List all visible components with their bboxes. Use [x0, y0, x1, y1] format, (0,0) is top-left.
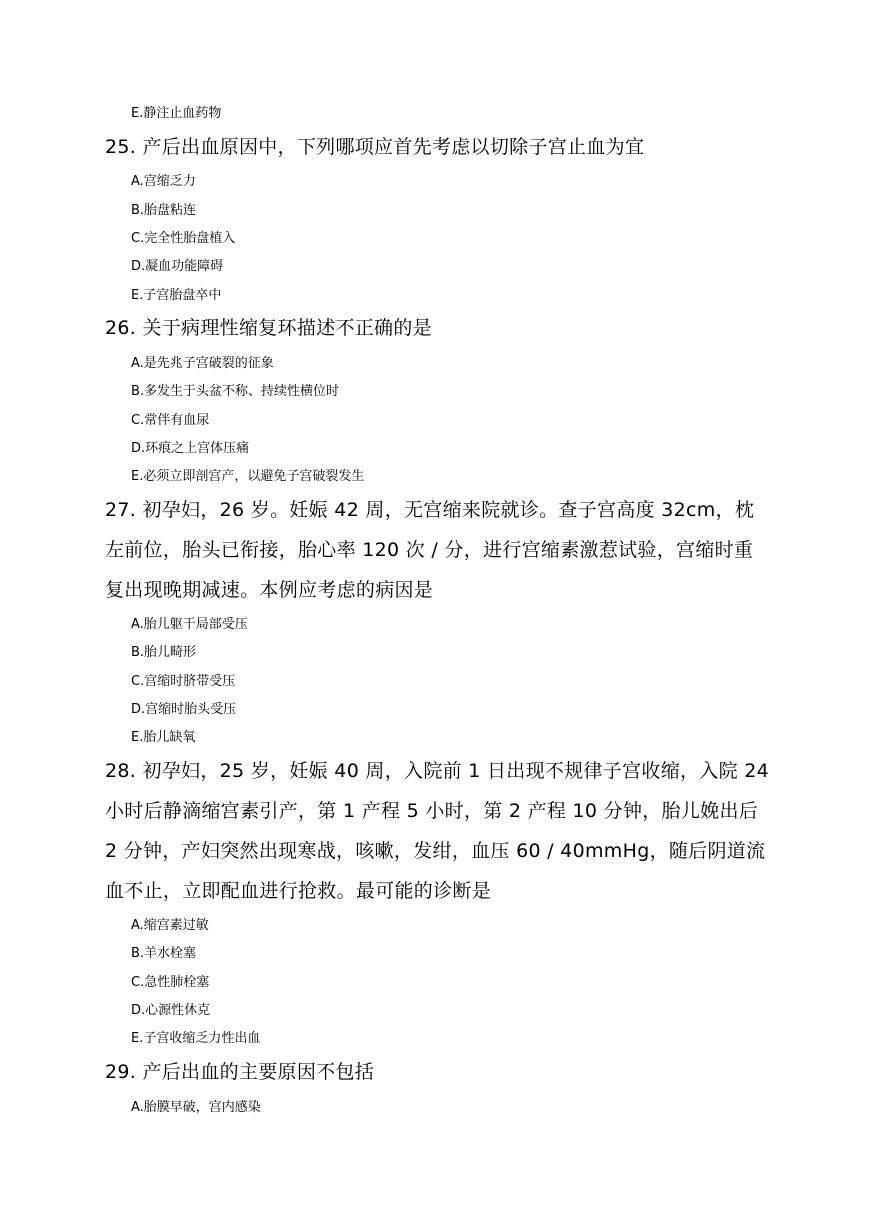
q25-option-d: D.凝血功能障碍 [131, 259, 224, 274]
q25-option-e: E.子宫胎盘卒中 [131, 288, 222, 303]
q25-option-a: A.宫缩乏力 [131, 174, 196, 189]
q28-option-a: A.缩宫素过敏 [131, 918, 209, 933]
q27-option-c: C.宫缩时脐带受压 [131, 674, 236, 689]
q27-stem: 27. 初孕妇，26 岁。妊娠 42 周，无宫缩来院就诊。查子宫高度 32cm，枕左前位，胎头已衔接，胎心率 120 次 / 分，进行宫缩素激惹试验，宫缩时重复出现晚期减速。本例应考虑的病因是 [105, 499, 755, 601]
q27-option-a: A.胎儿躯干局部受压 [131, 617, 248, 632]
q26-option-d: D.环痕之上宫体压痛 [131, 441, 250, 456]
q26-stem: 26. 关于病理性缩复环描述不正确的是 [105, 317, 432, 339]
q28-option-e: E.子宫收缩乏力性出血 [131, 1031, 261, 1046]
q26-option-a: A.是先兆子宫破裂的征象 [131, 356, 274, 371]
q25-option-c: C.完全性胎盘植入 [131, 231, 236, 246]
q29-stem: 29. 产后出血的主要原因不包括 [105, 1061, 375, 1083]
q27-option-b: B.胎儿畸形 [131, 645, 197, 660]
q26-option-e: E.必须立即剖宫产，以避免子宫破裂发生 [131, 469, 365, 484]
q27-option-e: E.胎儿缺氧 [131, 730, 196, 745]
q25-stem: 25. 产后出血原因中，下列哪项应首先考虑以切除子宫止血为宜 [105, 136, 645, 158]
q24-option-e: E.静注止血药物 [131, 106, 222, 121]
q28-option-b: B.羊水栓塞 [131, 946, 197, 961]
q26-option-b: B.多发生于头盆不称、持续性横位时 [131, 384, 340, 399]
q29-option-a: A.胎膜早破，宫内感染 [131, 1100, 261, 1115]
q25-option-b: B.胎盘粘连 [131, 203, 197, 218]
q27-option-d: D.宫缩时胎头受压 [131, 702, 237, 717]
q28-option-d: D.心源性休克 [131, 1003, 211, 1018]
q28-option-c: C.急性肺栓塞 [131, 975, 210, 990]
q28-stem: 28. 初孕妇，25 岁，妊娠 40 周，入院前 1 日出现不规律子宫收缩，入院 24 小时后静滴缩宫素引产，第 1 产程 5 小时，第 2 产程 10 分钟，胎儿娩出后 2 分钟，产妇突然出现寒战，咳嗽，发绀，血压 60 / 40mmHg，随后阴道流血不止，立即配血进行抢救。最可能的诊断是 [105, 760, 770, 902]
q26-option-c: C.常伴有血尿 [131, 413, 210, 428]
